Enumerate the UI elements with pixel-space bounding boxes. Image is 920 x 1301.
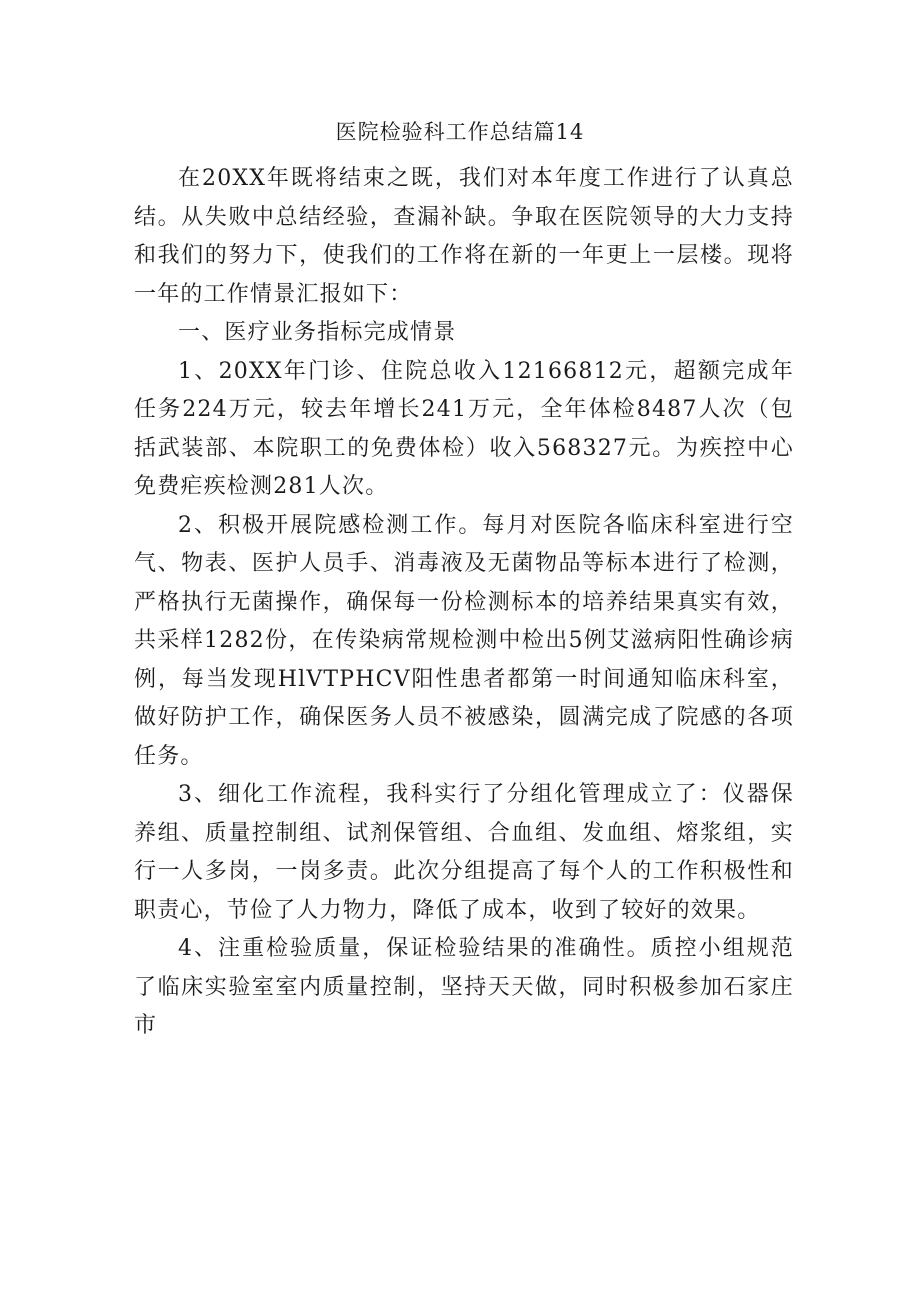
document-body — [134, 160, 794, 1046]
section-heading-1: 一、医疗业务指标完成情景 — [178, 320, 457, 345]
paragraph-item-3: 3、细化工作流程，我科实行了分组化管理成立了：仪器保养组、质量控制组、试剂保管组、合血组、发血组、熔浆组，实行一人多岗，一岗多责。此次分组提高了每个人的工作积极性和职责心，节俭了人力物力，降低了成本，收到了较好的效果。 — [134, 782, 794, 923]
paragraph-item-2: 2、积极开展院感检测工作。每月对医院各临床科室进行空气、物表、医护人员手、消毒液及无菌物品等标本进行了检测，严格执行无菌操作，确保每一份检测标本的培养结果真实有效，共采样1282份，在传染病常规检测中检出5例艾滋病阳性确诊病例，每当发现HlVTPHCV阳性患者都第一时间通知临床科室，做好防护工作，确保医务人员不被感染，圆满完成了院感的各项任务。 — [134, 512, 794, 769]
document-title: 医院检验科工作总结篇14 — [335, 120, 585, 144]
paragraph-intro: 在20XX年既将结束之既，我们对本年度工作进行了认真总结。从失败中总结经验，查漏补缺。争取在医院领导的大力支持和我们的努力下，使我们的工作将在新的一年更上一层楼。现将一年的工作情景汇报如下： — [134, 166, 794, 307]
paragraph-item-1: 1、20XX年门诊、住院总收入12166812元，超额完成年任务224万元，较去年增长241万元，全年体检8487人次（包括武装部、本院职工的免费体检）收入568327元。为疾控中心免费疟疾检测281人次。 — [134, 358, 794, 499]
paragraph-item-4: 4、注重检验质量，保证检验结果的准确性。质控小组规范了临床实验室室内质量控制，坚持天天做，同时积极参加石家庄市 — [134, 936, 794, 1038]
